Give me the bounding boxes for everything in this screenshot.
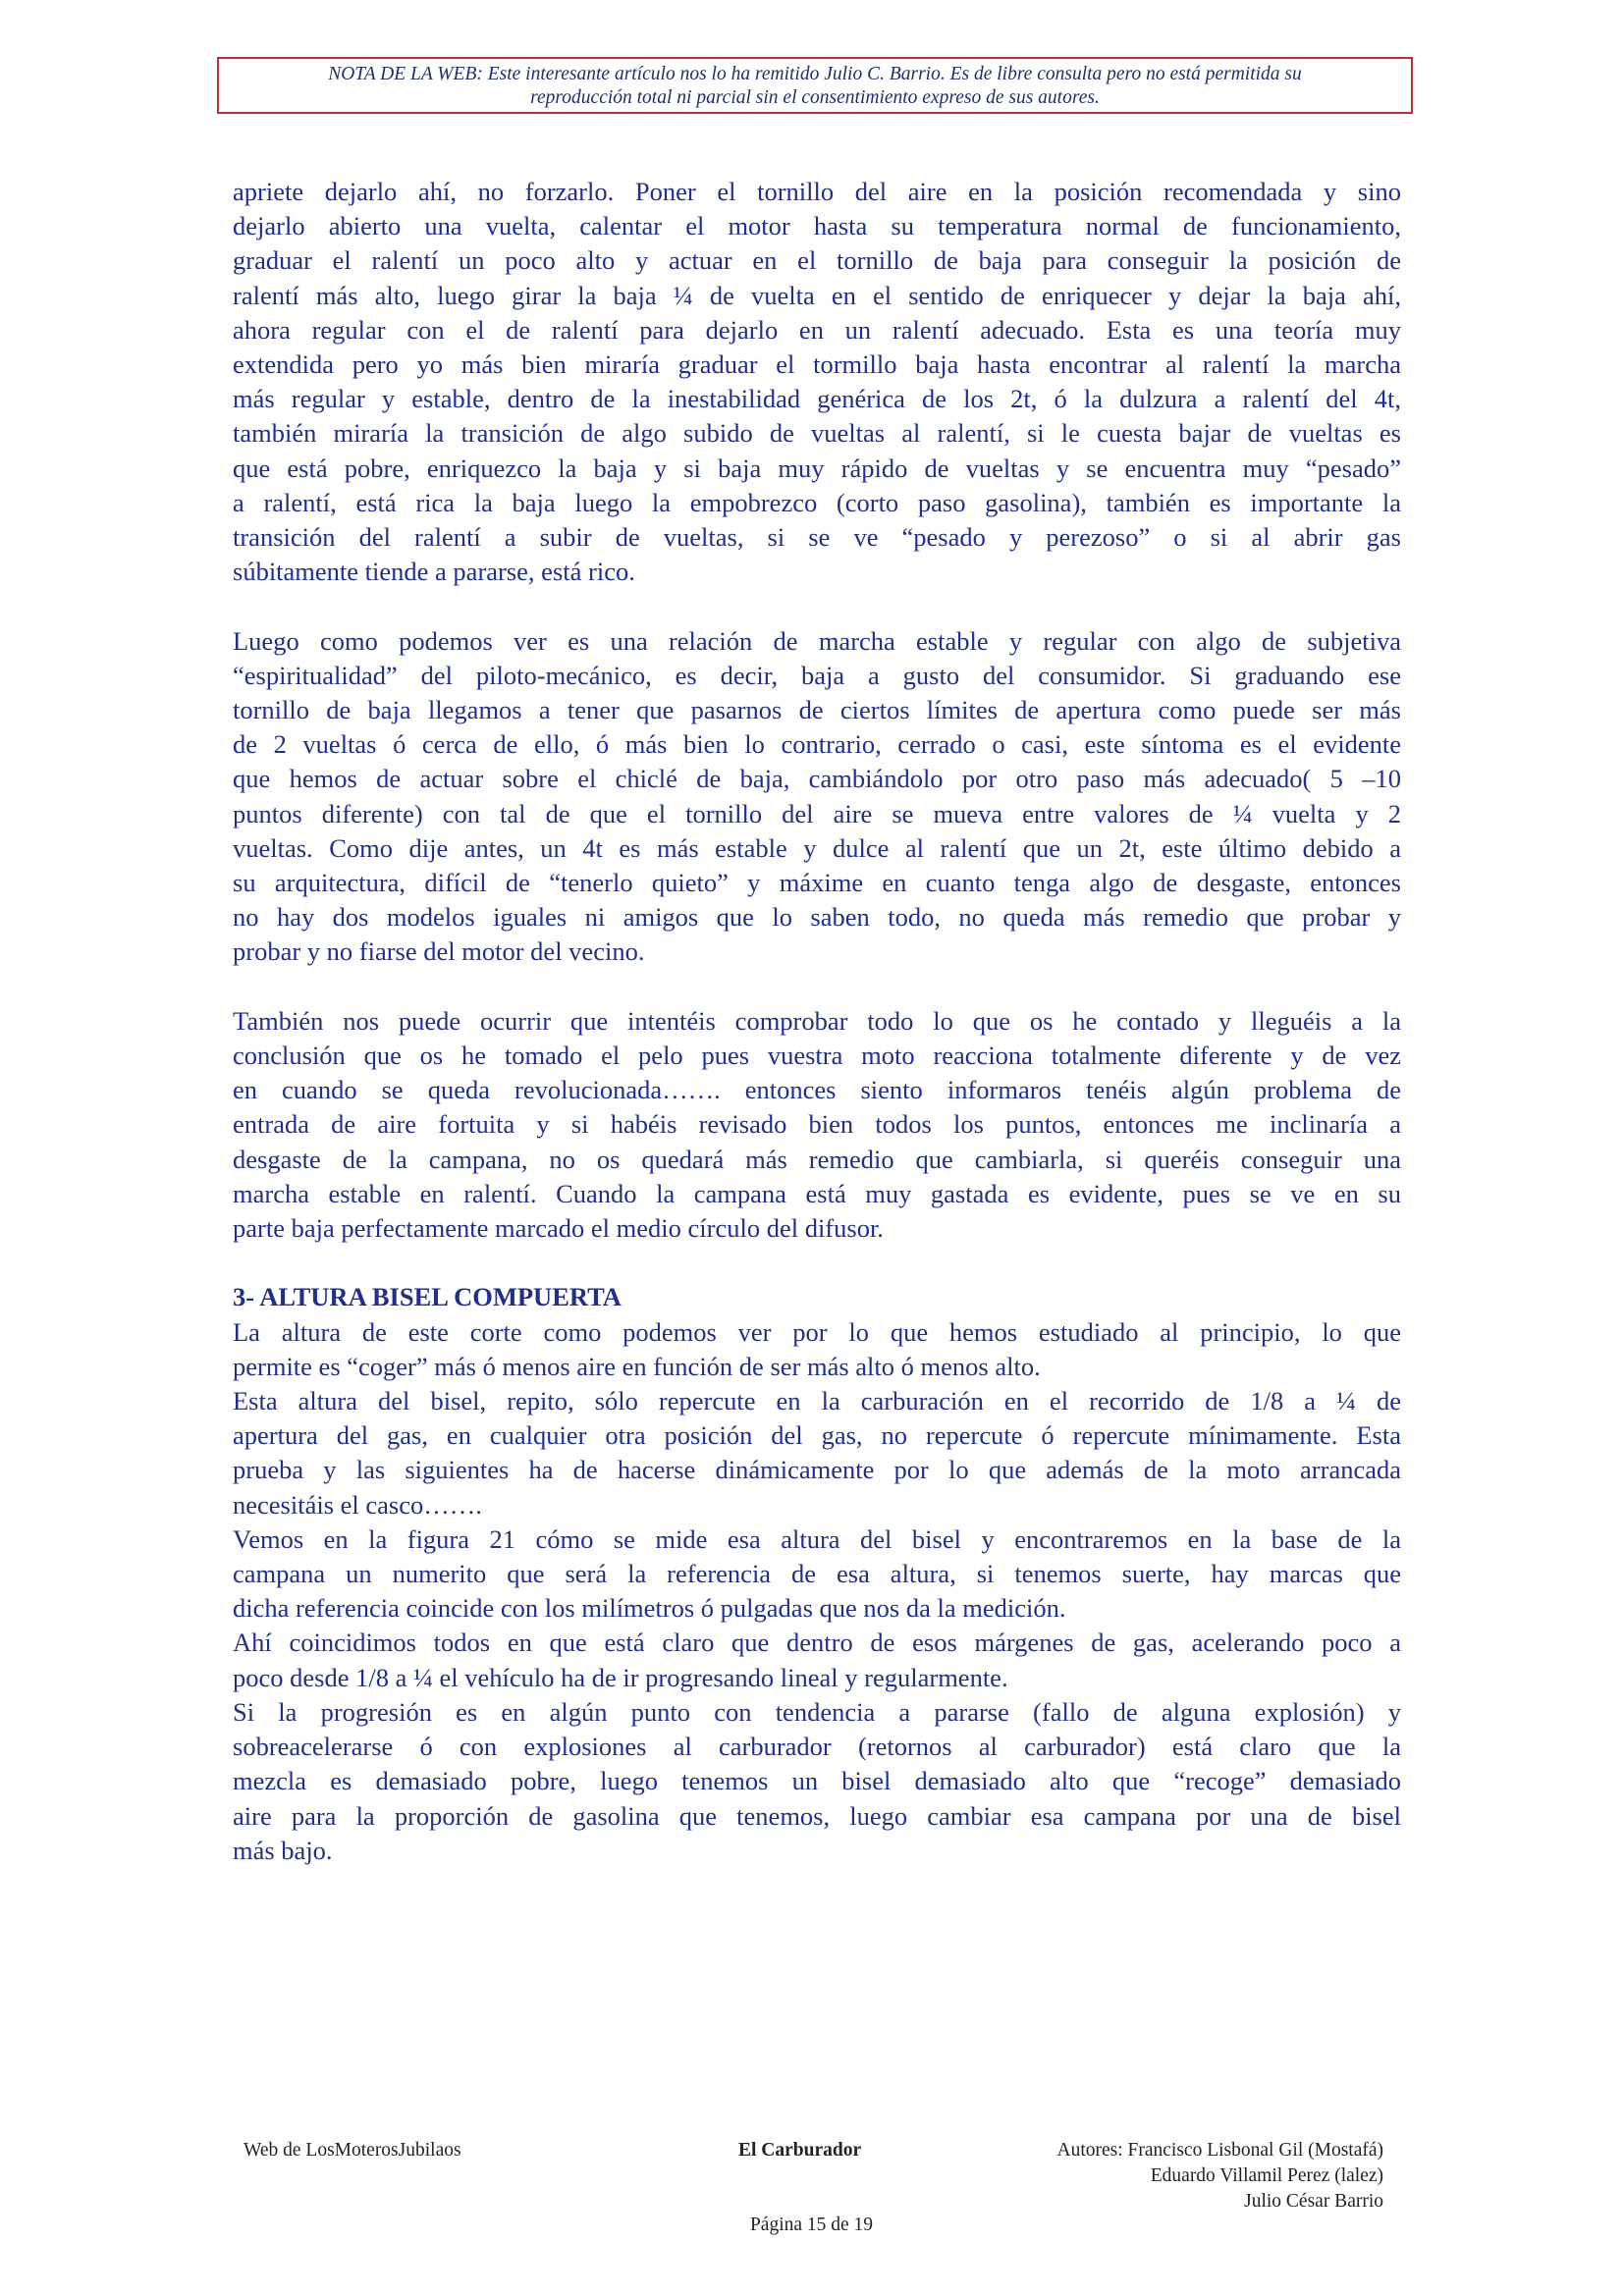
text-line: Vemos en la figura 21 cómo se mide esa altura del bisel y encontraremos en la base de la [233, 1523, 1401, 1554]
footer-author-3: Julio César Barrio [1244, 2191, 1383, 2212]
text-line: permite es “coger” más ó menos aire en función de ser más alto ó menos alto. [233, 1351, 1041, 1381]
text-line: necesitáis el casco……. [233, 1489, 482, 1520]
text-line: súbitamente tiende a pararse, está rico. [233, 557, 635, 587]
text-line: dicha referencia coincide con los milímetros ó pulgadas que nos da la medición. [233, 1593, 1066, 1624]
text-line: ahora regular con el de ralentí para dejarlo en un ralentí adecuado. Esta es una teoría muy [233, 314, 1401, 345]
text-line: su arquitectura, difícil de “tenerlo quieto” y máxime en cuanto tenga algo de desgaste, entonces [233, 868, 1401, 898]
text-line: campana un numerito que será la referencia de esa altura, si tenemos suerte, hay marcas que [233, 1559, 1401, 1589]
paragraph-2 [233, 624, 1401, 970]
text-line: a ralentí, está rica la baja luego la empobrezco (corto paso gasolina), también es importante la [233, 487, 1401, 517]
text-line: poco desde 1/8 a ¼ el vehículo ha de ir progresando lineal y regularmente. [233, 1662, 1008, 1692]
text-line: vueltas. Como dije antes, un 4t es más estable y dulce al ralentí que un 2t, este último debido a [233, 832, 1401, 863]
text-line: tornillo de baja llegamos a tener que pasarnos de ciertos límites de apertura como puede ser más [233, 695, 1401, 725]
text-line: transición del ralentí a subir de vueltas, si se ve “pesado y perezoso” o si al abrir gas [233, 522, 1401, 553]
footer-authors [1056, 2138, 1383, 2215]
text-line: ralentí más alto, luego girar la baja ¼ de vuelta en el sentido de enriquecer y dejar la baja ahí, [233, 280, 1401, 310]
text-line: Ahí coincidimos todos en que está claro que dentro de esos márgenes de gas, acelerando poco a [233, 1628, 1401, 1658]
text-line: parte baja perfectamente marcado el medio círculo del difusor. [233, 1213, 884, 1244]
paragraph-gap [233, 589, 1401, 623]
section-block-4 [233, 1626, 1401, 1694]
page-number: Página 15 de 19 [749, 2215, 874, 2235]
text-line: más regular y estable, dentro de la inestabilidad genérica de los 2t, ó la dulzura a ralentí del 4t, [233, 384, 1401, 414]
section-block-2 [233, 1384, 1401, 1522]
text-line: apertura del gas, en cualquier otra posición del gas, no repercute ó repercute mínimamente. Esta [233, 1420, 1401, 1451]
text-line: en cuando se queda revolucionada……. entonces siento informaros tenéis algún problema de [233, 1075, 1401, 1105]
text-line: extendida pero yo más bien miraría graduar el tormillo baja hasta encontrar al ralentí la marcha [233, 349, 1401, 380]
footer-author-2: Eduardo Villamil Perez (lalez) [1150, 2165, 1383, 2186]
section-block-1 [233, 1315, 1401, 1384]
web-note-line-1: NOTA DE LA WEB: Este interesante artículo nos lo ha remitido Julio C. Barrio. Es de libre consulta pero no está permitida su [328, 64, 1302, 84]
text-line: no hay dos modelos iguales ni amigos que lo saben todo, no queda más remedio que probar y [233, 902, 1401, 933]
section-block-5 [233, 1695, 1401, 1868]
text-line: que está pobre, enriquezco la baja y si baja muy rápido de vueltas y se encuentra muy “pesado” [233, 453, 1401, 483]
text-line: Esta altura del bisel, repito, sólo repercute en la carburación en el recorrido de 1/8 a ¼ de [233, 1386, 1401, 1416]
text-line: desgaste de la campana, no os quedará más remedio que cambiarla, si queréis conseguir una [233, 1144, 1401, 1174]
text-line: La altura de este corte como podemos ver por lo que hemos estudiado al principio, lo que [233, 1316, 1401, 1347]
text-line: Si la progresión es en algún punto con tendencia a pararse (fallo de alguna explosión) y [233, 1696, 1401, 1727]
text-line: marcha estable en ralentí. Cuando la campana está muy gastada es evidente, pues se ve en su [233, 1178, 1401, 1208]
web-note-box [217, 57, 1413, 114]
document-body [233, 175, 1401, 1868]
text-line: conclusión que os he tomado el pelo pues vuestra moto reacciona totalmente diferente y de vez [233, 1041, 1401, 1071]
paragraph-gap [233, 970, 1401, 1004]
text-line: Luego como podemos ver es una relación de marcha estable y regular con algo de subjetiva [233, 625, 1401, 656]
text-line: aire para la proporción de gasolina que tenemos, luego cambiar esa campana por una de bisel [233, 1800, 1401, 1831]
paragraph-3 [233, 1004, 1401, 1246]
text-line: prueba y las siguientes ha de hacerse dinámicamente por lo que además de la moto arrancada [233, 1455, 1401, 1485]
paragraph-gap [233, 1246, 1401, 1280]
text-line: entrada de aire fortuita y si habéis revisado bien todos los puntos, entonces me inclinaría a [233, 1109, 1401, 1140]
footer-title: El Carburador [738, 2140, 862, 2161]
text-line: probar y no fiarse del motor del vecino. [233, 936, 645, 967]
web-note-line-2: reproducción total ni parcial sin el consentimiento expreso de sus autores. [530, 87, 1100, 108]
text-line: de 2 vueltas ó cerca de ello, ó más bien lo contrario, cerrado o casi, este síntoma es el evidente [233, 729, 1401, 760]
paragraph-1 [233, 175, 1401, 589]
footer-author-1: Autores: Francisco Lisbonal Gil (Mostafá) [1056, 2140, 1383, 2161]
footer-site: Web de LosMoterosJubilaos [243, 2140, 461, 2161]
text-line: sobreacelerarse ó con explosiones al carburador (retornos al carburador) está claro que la [233, 1732, 1401, 1762]
text-line: dejarlo abierto una vuelta, calentar el motor hasta su temperatura normal de funcionamiento, [233, 211, 1401, 241]
text-line: puntos diferente) con tal de que el tornillo del aire se mueva entre valores de ¼ vuelta y 2 [233, 798, 1401, 828]
text-line: También nos puede ocurrir que intentéis comprobar todo lo que os he contado y lleguéis a la [233, 1005, 1401, 1036]
text-line: también miraría la transición de algo subido de vueltas al ralentí, si le cuesta bajar de vueltas es [233, 418, 1401, 449]
section-block-3 [233, 1522, 1401, 1627]
text-line: graduar el ralentí un poco alto y actuar en el tornillo de baja para conseguir la posición de [233, 245, 1401, 276]
text-line: “espiritualidad” del piloto-mecánico, es decir, baja a gusto del consumidor. Si graduando ese [233, 660, 1401, 690]
text-line: mezcla es demasiado pobre, luego tenemos un bisel demasiado alto que “recoge” demasiado [233, 1766, 1401, 1796]
text-line: apriete dejarlo ahí, no forzarlo. Poner el tornillo del aire en la posición recomendada y sino [233, 177, 1401, 206]
text-line: más bajo. [233, 1835, 333, 1865]
section-heading: 3- ALTURA BISEL COMPUERTA [233, 1282, 622, 1312]
text-line: que hemos de actuar sobre el chiclé de baja, cambiándolo por otro paso más adecuado( 5 –10 [233, 764, 1401, 794]
